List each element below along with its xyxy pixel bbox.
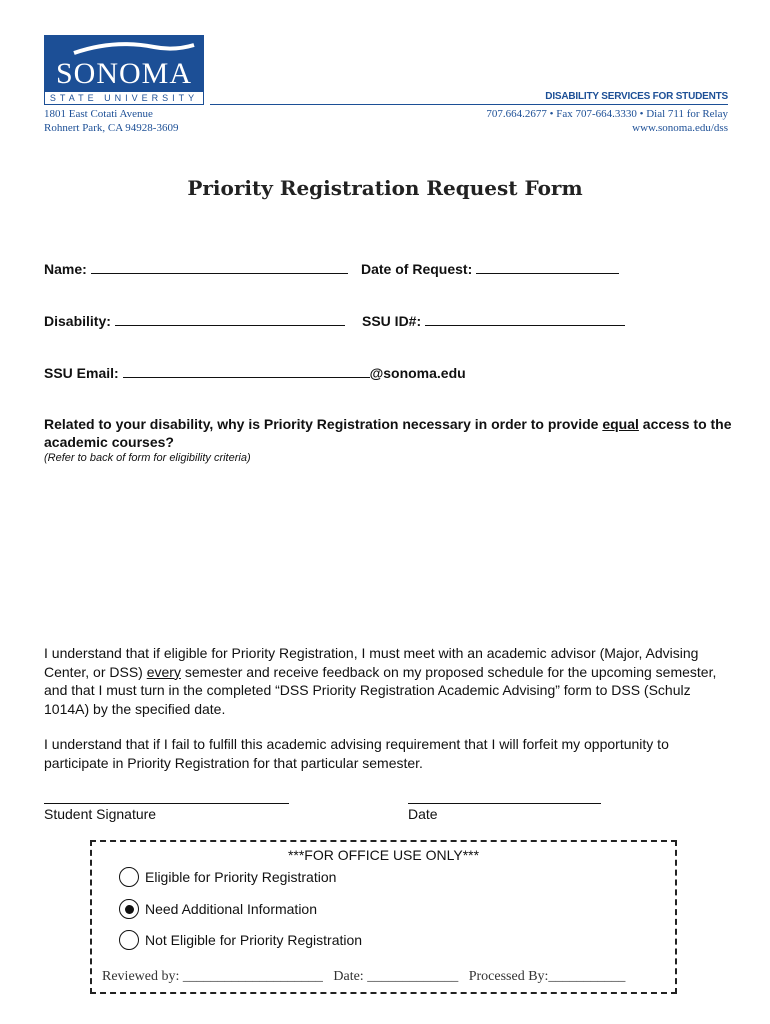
email-domain-suffix: @sonoma.edu	[369, 365, 466, 381]
reviewed-by-label: Reviewed by:	[102, 969, 180, 984]
contact-info	[486, 107, 728, 135]
ssu-id-label: SSU ID#:	[362, 313, 422, 329]
office-use-title: ***FOR OFFICE USE ONLY***	[287, 847, 480, 863]
student-signature-line[interactable]	[44, 803, 289, 804]
answer-area[interactable]	[44, 472, 734, 622]
processed-by-label: Processed By:	[468, 969, 549, 984]
sonoma-state-logo	[44, 35, 204, 105]
radio-selected-dot-icon	[125, 905, 134, 914]
student-signature-label: Student Signature	[44, 806, 157, 822]
contact-phone-line: 707.664.2677 • Fax 707-664.3330 • Dial 711 for Relay	[486, 108, 728, 120]
header-divider	[210, 104, 728, 105]
option-need-info-label: Need Additional Information	[145, 901, 317, 917]
disability-label: Disability:	[44, 313, 111, 329]
option-not-eligible[interactable]	[119, 930, 362, 950]
question-emphasis: equal	[602, 416, 639, 432]
office-date-label: Date:	[333, 969, 364, 984]
contact-website: www.sonoma.edu/dss	[632, 122, 728, 134]
mailing-address	[44, 107, 178, 135]
eligibility-question	[44, 415, 734, 451]
office-date-line[interactable]: _____________	[367, 969, 459, 984]
option-eligible[interactable]	[119, 867, 336, 887]
disability-field[interactable]	[44, 311, 345, 329]
forfeit-paragraph: I understand that if I fail to fulfill this academic advising requirement that I will forfeit my opportunity to participate in Priority Registration for that particular semester.	[44, 736, 669, 771]
address-line-1: 1801 East Cotati Avenue	[44, 108, 153, 120]
option-eligible-label: Eligible for Priority Registration	[145, 869, 337, 885]
logo-wordmark: SONOMA	[55, 57, 193, 90]
date-of-request-label: Date of Request:	[361, 261, 473, 277]
ssu-email-input-line[interactable]	[123, 363, 370, 378]
office-signoff-row	[102, 969, 625, 985]
disability-input-line[interactable]	[115, 311, 345, 326]
radio-not-eligible[interactable]	[119, 930, 139, 950]
advising-agreement-paragraph	[44, 644, 734, 718]
question-note: (Refer to back of form for eligibility criteria)	[44, 452, 251, 464]
signature-date-label: Date	[408, 806, 438, 822]
ssu-email-label: SSU Email:	[44, 365, 119, 381]
processed-by-line[interactable]: ___________	[548, 969, 626, 984]
date-of-request-field[interactable]	[361, 259, 619, 277]
radio-need-info[interactable]	[119, 899, 139, 919]
option-not-eligible-label: Not Eligible for Priority Registration	[145, 932, 363, 948]
name-field[interactable]	[44, 259, 348, 277]
question-text-1: Related to your disability, why is Priority Registration necessary in order to provide	[44, 416, 603, 432]
ssu-email-field[interactable]	[44, 363, 466, 381]
department-name: DISABILITY SERVICES FOR STUDENTS	[545, 91, 728, 102]
name-label: Name:	[44, 261, 87, 277]
date-of-request-input-line[interactable]	[476, 259, 619, 274]
ssu-id-input-line[interactable]	[425, 311, 625, 326]
question-text-2: access to the academic courses?	[44, 416, 732, 450]
form-title: Priority Registration Request Form	[187, 176, 583, 200]
radio-eligible[interactable]	[119, 867, 139, 887]
agreement-emphasis: every	[146, 663, 181, 680]
agreement-text-2: semester and receive feedback on my proposed schedule for the upcoming semester, and that I must turn in the completed “DSS Priority Registration Academic Advising” form to DSS (Schulz 1014A) by the specified date.	[44, 663, 717, 717]
address-line-2: Rohnert Park, CA 94928-3609	[44, 122, 179, 134]
logo-subtitle: STATE UNIVERSITY	[44, 91, 204, 105]
name-input-line[interactable]	[91, 259, 348, 274]
reviewed-by-line[interactable]: ____________________	[182, 969, 323, 984]
agreement-text-1: I understand that if eligible for Priority Registration, I must meet with an academic advisor (Major, Advising Center, or DSS)	[44, 645, 699, 680]
option-need-info[interactable]	[119, 899, 317, 919]
signature-date-line[interactable]	[408, 803, 601, 804]
ssu-id-field[interactable]	[362, 311, 625, 329]
